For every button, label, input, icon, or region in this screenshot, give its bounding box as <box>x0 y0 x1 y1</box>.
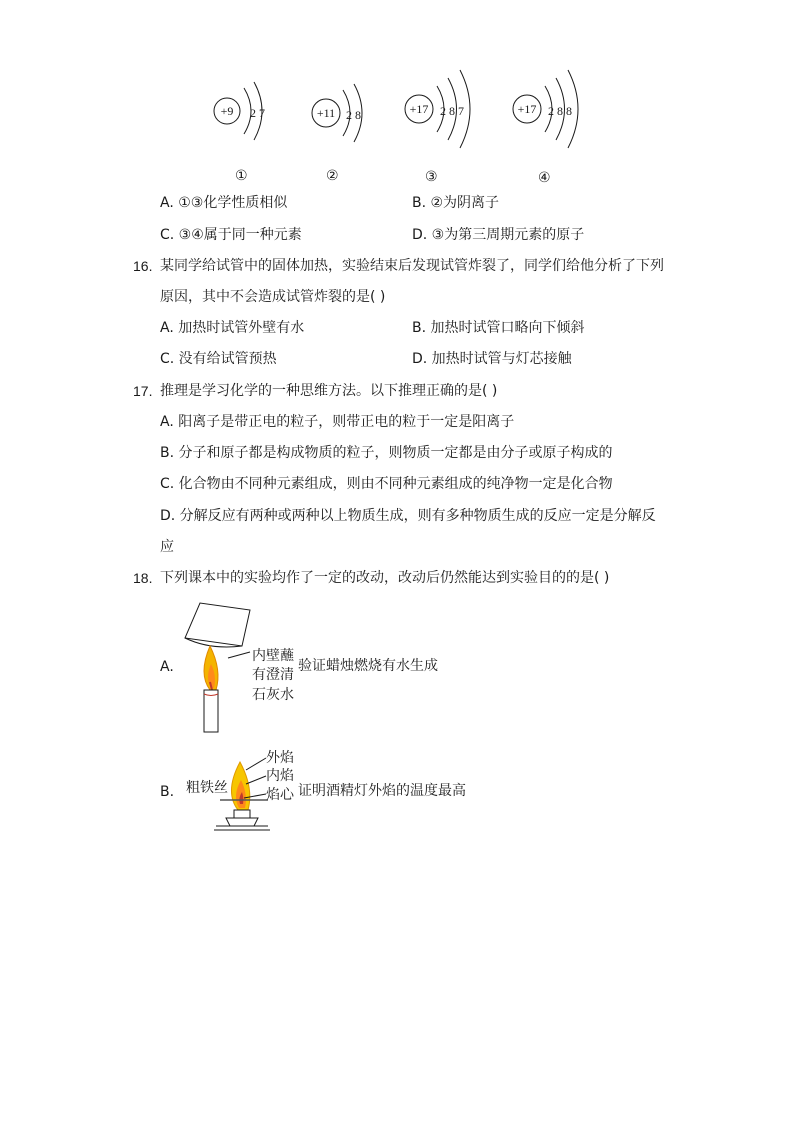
atom-2 <box>312 84 362 142</box>
q16-option-c[interactable]: C. 没有给试管预热 <box>160 351 277 367</box>
atom-4-shells: 2 8 8 <box>548 104 572 118</box>
q18-stem: 下列课本中的实验均作了一定的改动，改动后仍然能达到实验目的的是( ) <box>160 570 610 586</box>
atom-4 <box>513 70 578 148</box>
q16-option-a[interactable]: A. 加热时试管外壁有水 <box>160 320 305 336</box>
q17-option-d-wrap: 应 <box>160 539 174 555</box>
flame-core-label: 焰心 <box>266 787 294 803</box>
q18-option-a-caption: 验证蜡烛燃烧有水生成 <box>298 658 438 674</box>
beaker-label-line1: 内壁蘸 <box>252 648 294 664</box>
beaker-label-line2: 有澄清 <box>252 667 294 683</box>
q17-stem: 推理是学习化学的一种思维方法。以下推理正确的是( ) <box>160 383 498 399</box>
q15-option-a[interactable]: A. ①③化学性质相似 <box>160 195 288 211</box>
q15-option-c[interactable]: C. ③④属于同一种元素 <box>160 227 302 243</box>
outer-flame-label: 外焰 <box>266 750 294 766</box>
q15-option-d[interactable]: D. ③为第三周期元素的原子 <box>412 227 585 243</box>
q17-option-a[interactable]: A. 阳离子是带正电的粒子，则带正电的粒于一定是阳离子 <box>160 414 515 430</box>
q17-option-c[interactable]: C. 化合物由不同种元素组成，则由不同种元素组成的纯净物一定是化合物 <box>160 476 613 492</box>
atom-diagrams-svg <box>200 60 600 160</box>
atom-3-shells: 2 8 7 <box>440 104 464 118</box>
q16-stem-line2: 原因，其中不会造成试管炸裂的是( ) <box>160 289 386 305</box>
q18-option-b-letter: B. <box>160 784 175 800</box>
q16-number: 16. <box>133 258 153 274</box>
q16-stem-line1: 某同学给试管中的固体加热，实验结束后发现试管炸裂了，同学们给他分析了下列 <box>160 258 664 274</box>
q15-option-b[interactable]: B. ②为阴离子 <box>412 195 500 211</box>
atom-4-nucleus: +17 <box>517 102 537 116</box>
atom-3 <box>405 70 470 148</box>
atom-2-label: ② <box>326 168 339 184</box>
atom-1-label: ① <box>235 168 248 184</box>
atom-3-nucleus: +17 <box>409 102 429 116</box>
q18-number: 18. <box>133 570 153 586</box>
iron-wire-label: 粗铁丝 <box>186 780 228 796</box>
q16-option-d[interactable]: D. 加热时试管与灯芯接触 <box>412 351 572 367</box>
beaker-label-line3: 石灰水 <box>252 687 294 703</box>
atom-3-label: ③ <box>425 169 438 185</box>
q16-option-b[interactable]: B. 加热时试管口略向下倾斜 <box>412 320 585 336</box>
atom-1-nucleus: +9 <box>220 104 234 118</box>
candle-beaker-figure <box>180 598 260 738</box>
atom-4-label: ④ <box>538 170 551 186</box>
q18-option-a-letter: A. <box>160 659 174 675</box>
q17-option-d[interactable]: D. 分解反应有两种或两种以上物质生成，则有多种物质生成的反应一定是分解反 <box>160 508 656 524</box>
q17-option-b[interactable]: B. 分子和原子都是构成物质的粒子，则物质一定都是由分子或原子构成的 <box>160 445 613 461</box>
atom-1-shells: 2 7 <box>250 106 265 120</box>
atom-2-shells: 2 8 <box>346 108 361 122</box>
atom-2-nucleus: +11 <box>316 106 336 120</box>
atom-1 <box>214 82 265 140</box>
inner-flame-label: 内焰 <box>266 768 294 784</box>
q18-option-b-caption: 证明酒精灯外焰的温度最高 <box>298 783 466 799</box>
q17-number: 17. <box>133 383 153 399</box>
